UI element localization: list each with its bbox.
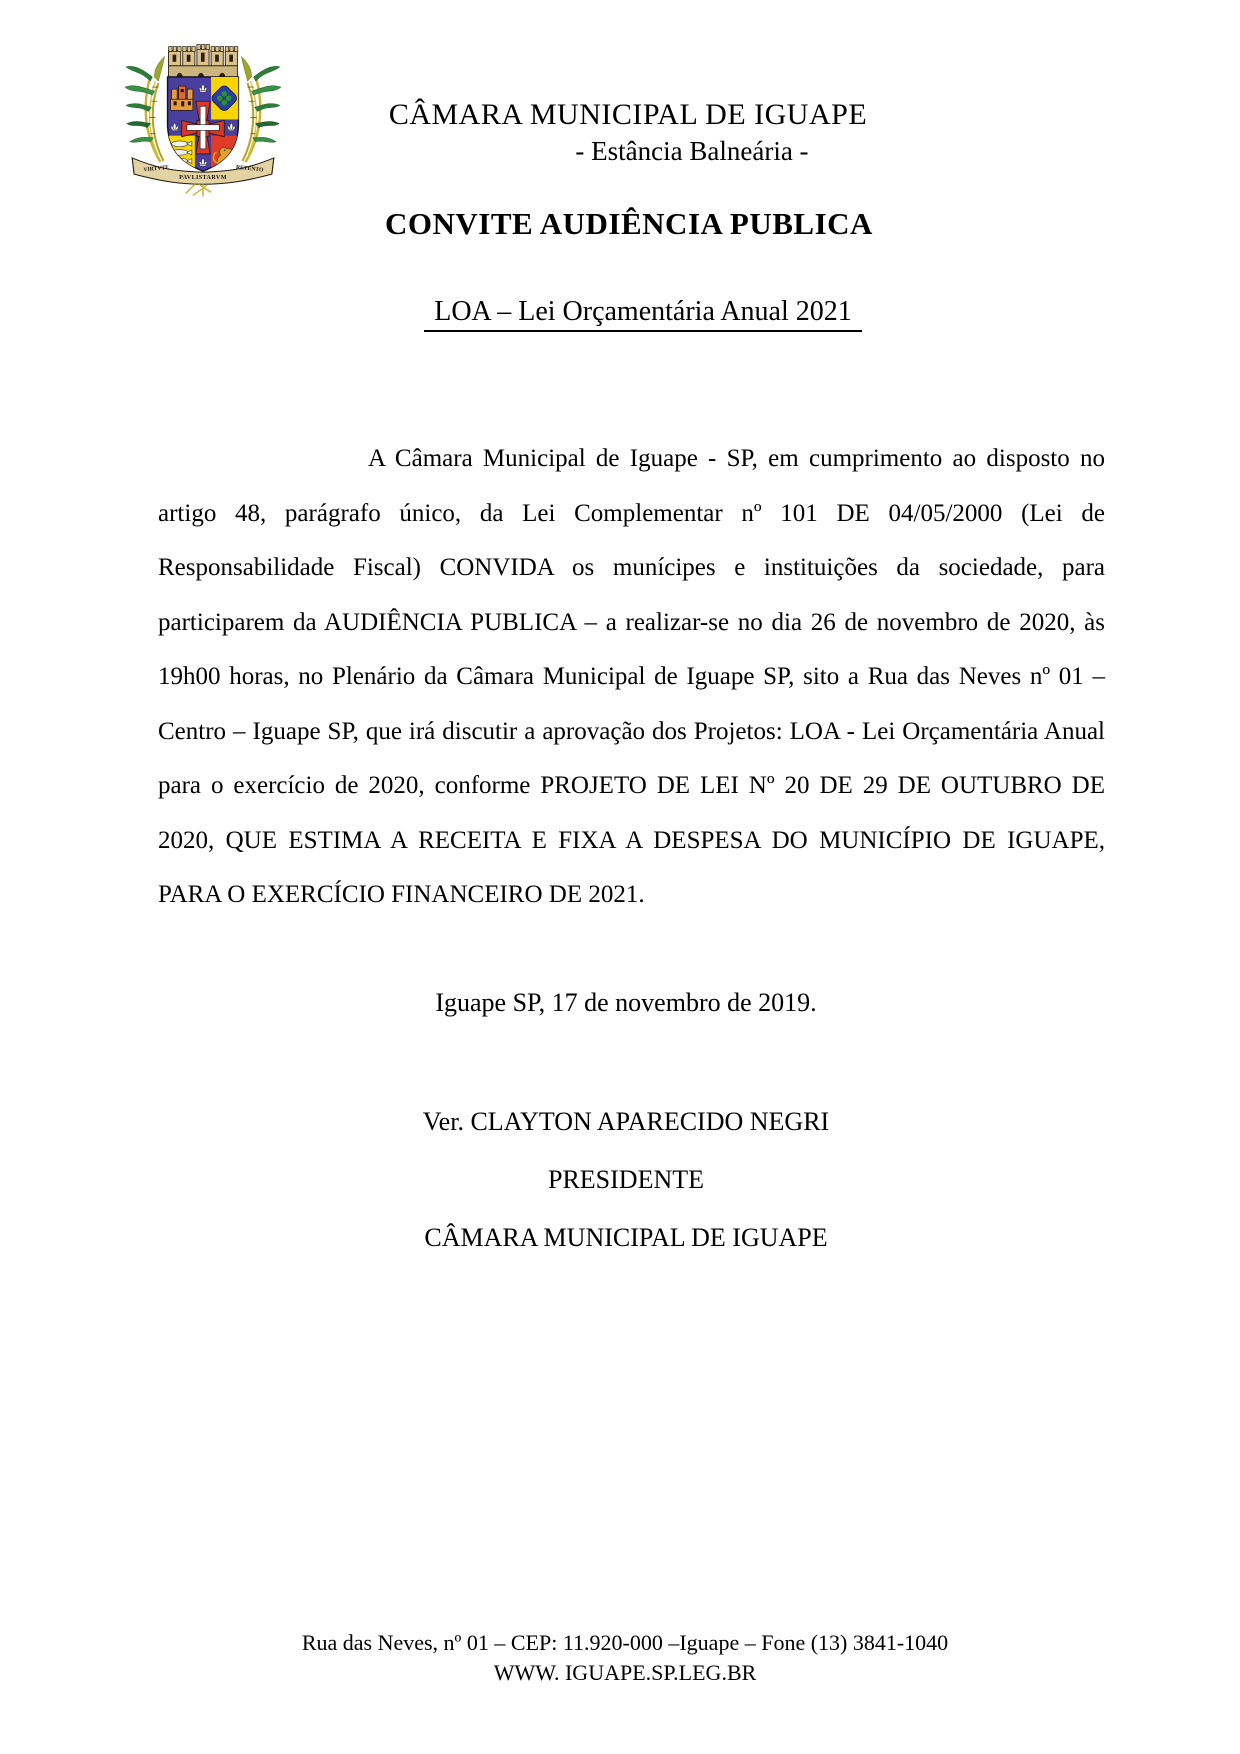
crest-motto-left: VIRTVTE: [143, 164, 170, 174]
dateline: Iguape SP, 17 de novembro de 2019.: [435, 988, 817, 1017]
org-subtitle: - Estância Balneária -: [575, 136, 809, 166]
subject-underlined-text: LOA – Lei Orçamentária Anual 2021: [424, 296, 862, 332]
crest-motto-center: PAVLISTARVM: [179, 175, 227, 182]
body-paragraph: A Câmara Municipal de Iguape - SP, em cumprimento ao disposto no artigo 48, parágrafo único, da Lei Complementar nº 101 DE 04/05/2000 (Lei de Responsabilidade Fiscal) CONVIDA os munícipes e instituições da sociedade, para participarem da AUDIÊNCIA PUBLICA – a realizar-se no dia 26 de novembro de 2020, às 19h00 horas, no Plenário da Câmara Municipal de Iguape SP, sito a Rua das Neves nº 01 – Centro – Iguape SP, que irá discutir a aprovação dos Projetos: LOA - Lei Orçamentária Anual para o exercício de 2020, conforme PROJETO DE LEI Nº 20 DE 29 DE OUTUBRO DE 2020, QUE ESTIMA A RECEITA E FIXA A DESPESA DO MUNICÍPIO DE IGUAPE, PARA O EXERCÍCIO FINANCEIRO DE 2021.: [158, 445, 1105, 908]
footer-address: Rua das Neves, nº 01 – CEP: 11.920-000 –Iguape – Fone (13) 3841-1040: [301, 1630, 949, 1655]
crest-mural-crown: [169, 45, 238, 77]
signature-role: PRESIDENTE: [548, 1165, 704, 1194]
signature-org: CÂMARA MUNICIPAL DE IGUAPE: [424, 1223, 828, 1252]
crest-motto-right: RETENTO: [235, 164, 264, 174]
footer-website: WWW. IGUAPE.SP.LEG.BR: [493, 1660, 757, 1685]
document-title: CONVITE AUDIÊNCIA PUBLICA: [385, 206, 873, 241]
document-subject: [23, 296, 1240, 328]
signature-name: Ver. CLAYTON APARECIDO NEGRI: [422, 1107, 830, 1136]
org-name: CÂMARA MUNICIPAL DE IGUAPE: [388, 98, 868, 131]
